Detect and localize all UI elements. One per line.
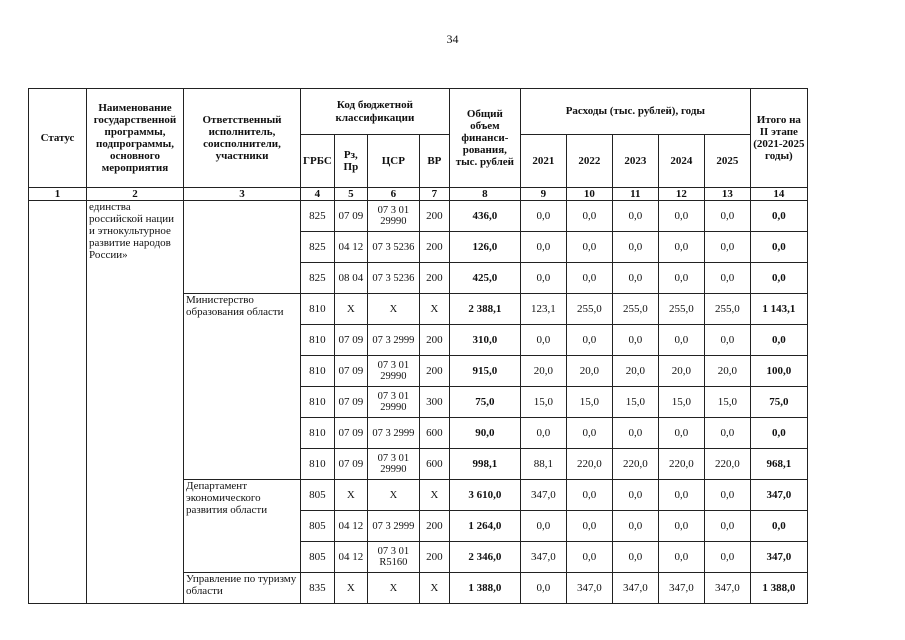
column-number: 4 bbox=[301, 188, 335, 201]
year-2021-cell: 15,0 bbox=[520, 387, 566, 418]
stage-total-cell: 1 388,0 bbox=[750, 573, 807, 604]
year-2023-cell: 0,0 bbox=[612, 232, 658, 263]
stage-total-cell: 0,0 bbox=[750, 232, 807, 263]
header-status: Статус bbox=[29, 89, 87, 188]
stage-total-cell: 75,0 bbox=[750, 387, 807, 418]
vr-cell: 200 bbox=[419, 232, 449, 263]
grbs-cell: 805 bbox=[301, 480, 335, 511]
header-executor: Ответственный исполнитель, соисполнители, участники bbox=[184, 89, 301, 188]
header-year-2024: 2024 bbox=[658, 135, 704, 188]
vr-cell: Х bbox=[419, 573, 449, 604]
total-volume-cell: 998,1 bbox=[449, 449, 520, 480]
program-name-cell: единства российской нации и этнокультурное развитие народов России» bbox=[87, 201, 184, 604]
year-2022-cell: 0,0 bbox=[566, 232, 612, 263]
year-2024-cell: 220,0 bbox=[658, 449, 704, 480]
vr-cell: 600 bbox=[419, 418, 449, 449]
vr-cell: 600 bbox=[419, 449, 449, 480]
budget-table bbox=[28, 88, 808, 604]
total-volume-cell: 1 264,0 bbox=[449, 511, 520, 542]
year-2025-cell: 0,0 bbox=[704, 511, 750, 542]
year-2021-cell: 0,0 bbox=[520, 418, 566, 449]
stage-total-cell: 968,1 bbox=[750, 449, 807, 480]
year-2022-cell: 0,0 bbox=[566, 511, 612, 542]
stage-total-cell: 1 143,1 bbox=[750, 294, 807, 325]
year-2024-cell: 0,0 bbox=[658, 511, 704, 542]
vr-cell: Х bbox=[419, 294, 449, 325]
year-2025-cell: 20,0 bbox=[704, 356, 750, 387]
stage-total-cell: 347,0 bbox=[750, 542, 807, 573]
year-2023-cell: 0,0 bbox=[612, 263, 658, 294]
year-2025-cell: 0,0 bbox=[704, 418, 750, 449]
grbs-cell: 810 bbox=[301, 449, 335, 480]
year-2024-cell: 0,0 bbox=[658, 480, 704, 511]
rz-pr-cell: 07 09 bbox=[334, 201, 367, 232]
csr-cell: 07 3 2999 bbox=[367, 418, 419, 449]
column-number: 14 bbox=[750, 188, 807, 201]
year-2025-cell: 15,0 bbox=[704, 387, 750, 418]
year-2021-cell: 347,0 bbox=[520, 480, 566, 511]
year-2022-cell: 255,0 bbox=[566, 294, 612, 325]
year-2024-cell: 20,0 bbox=[658, 356, 704, 387]
vr-cell: 200 bbox=[419, 511, 449, 542]
year-2024-cell: 0,0 bbox=[658, 201, 704, 232]
column-number: 1 bbox=[29, 188, 87, 201]
year-2023-cell: 0,0 bbox=[612, 542, 658, 573]
header-year-2025: 2025 bbox=[704, 135, 750, 188]
year-2023-cell: 0,0 bbox=[612, 418, 658, 449]
grbs-cell: 810 bbox=[301, 356, 335, 387]
year-2025-cell: 347,0 bbox=[704, 573, 750, 604]
csr-cell: Х bbox=[367, 480, 419, 511]
header-total-volume: Общий объем финанси-рования, тыс. рублей bbox=[449, 89, 520, 188]
csr-cell: 07 3 01 29990 bbox=[367, 449, 419, 480]
year-2024-cell: 347,0 bbox=[658, 573, 704, 604]
year-2023-cell: 347,0 bbox=[612, 573, 658, 604]
year-2021-cell: 0,0 bbox=[520, 263, 566, 294]
year-2025-cell: 0,0 bbox=[704, 232, 750, 263]
year-2022-cell: 0,0 bbox=[566, 480, 612, 511]
total-volume-cell: 310,0 bbox=[449, 325, 520, 356]
year-2022-cell: 0,0 bbox=[566, 325, 612, 356]
vr-cell: 200 bbox=[419, 325, 449, 356]
year-2023-cell: 15,0 bbox=[612, 387, 658, 418]
year-2023-cell: 220,0 bbox=[612, 449, 658, 480]
csr-cell: 07 3 5236 bbox=[367, 232, 419, 263]
year-2022-cell: 0,0 bbox=[566, 201, 612, 232]
year-2021-cell: 0,0 bbox=[520, 573, 566, 604]
header-stage-total: Итого на II этапе (2021-2025 годы) bbox=[750, 89, 807, 188]
header-rz-pr: Рз, Пр bbox=[334, 135, 367, 188]
column-number: 12 bbox=[658, 188, 704, 201]
year-2021-cell: 0,0 bbox=[520, 511, 566, 542]
csr-cell: 07 3 01 29990 bbox=[367, 356, 419, 387]
vr-cell: 200 bbox=[419, 201, 449, 232]
column-number: 8 bbox=[449, 188, 520, 201]
grbs-cell: 825 bbox=[301, 201, 335, 232]
stage-total-cell: 100,0 bbox=[750, 356, 807, 387]
year-2023-cell: 0,0 bbox=[612, 480, 658, 511]
rz-pr-cell: 07 09 bbox=[334, 449, 367, 480]
total-volume-cell: 90,0 bbox=[449, 418, 520, 449]
column-number: 2 bbox=[87, 188, 184, 201]
csr-cell: 07 3 5236 bbox=[367, 263, 419, 294]
column-number: 11 bbox=[612, 188, 658, 201]
year-2024-cell: 15,0 bbox=[658, 387, 704, 418]
vr-cell: 200 bbox=[419, 263, 449, 294]
header-year-2021: 2021 bbox=[520, 135, 566, 188]
column-number: 10 bbox=[566, 188, 612, 201]
grbs-cell: 805 bbox=[301, 542, 335, 573]
csr-cell: 07 3 01 29990 bbox=[367, 387, 419, 418]
total-volume-cell: 425,0 bbox=[449, 263, 520, 294]
column-number: 13 bbox=[704, 188, 750, 201]
status-cell bbox=[29, 201, 87, 604]
header-budget-code: Код бюджетной классификации bbox=[301, 89, 450, 135]
year-2025-cell: 0,0 bbox=[704, 201, 750, 232]
year-2021-cell: 123,1 bbox=[520, 294, 566, 325]
column-number: 3 bbox=[184, 188, 301, 201]
executor-cell: Департамент экономического развития области bbox=[184, 480, 301, 573]
stage-total-cell: 0,0 bbox=[750, 418, 807, 449]
grbs-cell: 810 bbox=[301, 325, 335, 356]
column-number: 7 bbox=[419, 188, 449, 201]
csr-cell: 07 3 2999 bbox=[367, 511, 419, 542]
year-2024-cell: 0,0 bbox=[658, 232, 704, 263]
grbs-cell: 805 bbox=[301, 511, 335, 542]
rz-pr-cell: Х bbox=[334, 573, 367, 604]
header-csr: ЦСР bbox=[367, 135, 419, 188]
csr-cell: Х bbox=[367, 573, 419, 604]
header-grbs: ГРБС bbox=[301, 135, 335, 188]
grbs-cell: 825 bbox=[301, 232, 335, 263]
table-row bbox=[29, 201, 808, 232]
csr-cell: 07 3 2999 bbox=[367, 325, 419, 356]
year-2023-cell: 20,0 bbox=[612, 356, 658, 387]
stage-total-cell: 0,0 bbox=[750, 201, 807, 232]
rz-pr-cell: 04 12 bbox=[334, 511, 367, 542]
column-number: 6 bbox=[367, 188, 419, 201]
column-number-row bbox=[29, 188, 808, 201]
executor-cell: Управление по туризму области bbox=[184, 573, 301, 604]
year-2022-cell: 20,0 bbox=[566, 356, 612, 387]
grbs-cell: 835 bbox=[301, 573, 335, 604]
page-number: 34 bbox=[446, 32, 459, 46]
vr-cell: 300 bbox=[419, 387, 449, 418]
rz-pr-cell: Х bbox=[334, 294, 367, 325]
total-volume-cell: 2 346,0 bbox=[449, 542, 520, 573]
total-volume-cell: 915,0 bbox=[449, 356, 520, 387]
year-2021-cell: 88,1 bbox=[520, 449, 566, 480]
header-program: Наименование государственной программы, подпрограммы, основного мероприятия bbox=[87, 89, 184, 188]
grbs-cell: 825 bbox=[301, 263, 335, 294]
rz-pr-cell: 08 04 bbox=[334, 263, 367, 294]
year-2024-cell: 0,0 bbox=[658, 263, 704, 294]
year-2024-cell: 255,0 bbox=[658, 294, 704, 325]
rz-pr-cell: 04 12 bbox=[334, 232, 367, 263]
year-2022-cell: 0,0 bbox=[566, 263, 612, 294]
year-2021-cell: 20,0 bbox=[520, 356, 566, 387]
header-year-2022: 2022 bbox=[566, 135, 612, 188]
year-2025-cell: 0,0 bbox=[704, 542, 750, 573]
year-2021-cell: 0,0 bbox=[520, 325, 566, 356]
year-2025-cell: 0,0 bbox=[704, 325, 750, 356]
vr-cell: 200 bbox=[419, 356, 449, 387]
year-2024-cell: 0,0 bbox=[658, 542, 704, 573]
total-volume-cell: 436,0 bbox=[449, 201, 520, 232]
year-2025-cell: 255,0 bbox=[704, 294, 750, 325]
executor-cell: Министерство образования области bbox=[184, 294, 301, 480]
rz-pr-cell: 07 09 bbox=[334, 356, 367, 387]
year-2022-cell: 347,0 bbox=[566, 573, 612, 604]
header-year-2023: 2023 bbox=[612, 135, 658, 188]
header-vr: ВР bbox=[419, 135, 449, 188]
rz-pr-cell: 07 09 bbox=[334, 418, 367, 449]
year-2024-cell: 0,0 bbox=[658, 325, 704, 356]
column-number: 9 bbox=[520, 188, 566, 201]
csr-cell: Х bbox=[367, 294, 419, 325]
stage-total-cell: 347,0 bbox=[750, 480, 807, 511]
stage-total-cell: 0,0 bbox=[750, 511, 807, 542]
year-2023-cell: 0,0 bbox=[612, 325, 658, 356]
year-2023-cell: 0,0 bbox=[612, 511, 658, 542]
rz-pr-cell: 07 09 bbox=[334, 387, 367, 418]
stage-total-cell: 0,0 bbox=[750, 325, 807, 356]
rz-pr-cell: 07 09 bbox=[334, 325, 367, 356]
rz-pr-cell: Х bbox=[334, 480, 367, 511]
stage-total-cell: 0,0 bbox=[750, 263, 807, 294]
total-volume-cell: 1 388,0 bbox=[449, 573, 520, 604]
year-2021-cell: 0,0 bbox=[520, 201, 566, 232]
total-volume-cell: 2 388,1 bbox=[449, 294, 520, 325]
grbs-cell: 810 bbox=[301, 418, 335, 449]
year-2021-cell: 0,0 bbox=[520, 232, 566, 263]
grbs-cell: 810 bbox=[301, 294, 335, 325]
header-expenses: Расходы (тыс. рублей), годы bbox=[520, 89, 750, 135]
year-2022-cell: 15,0 bbox=[566, 387, 612, 418]
vr-cell: 200 bbox=[419, 542, 449, 573]
year-2024-cell: 0,0 bbox=[658, 418, 704, 449]
vr-cell: Х bbox=[419, 480, 449, 511]
total-volume-cell: 3 610,0 bbox=[449, 480, 520, 511]
year-2025-cell: 0,0 bbox=[704, 263, 750, 294]
year-2022-cell: 0,0 bbox=[566, 542, 612, 573]
year-2023-cell: 255,0 bbox=[612, 294, 658, 325]
rz-pr-cell: 04 12 bbox=[334, 542, 367, 573]
total-volume-cell: 75,0 bbox=[449, 387, 520, 418]
executor-cell bbox=[184, 201, 301, 294]
year-2021-cell: 347,0 bbox=[520, 542, 566, 573]
year-2025-cell: 0,0 bbox=[704, 480, 750, 511]
column-number: 5 bbox=[334, 188, 367, 201]
year-2023-cell: 0,0 bbox=[612, 201, 658, 232]
total-volume-cell: 126,0 bbox=[449, 232, 520, 263]
year-2025-cell: 220,0 bbox=[704, 449, 750, 480]
csr-cell: 07 3 01 R5160 bbox=[367, 542, 419, 573]
grbs-cell: 810 bbox=[301, 387, 335, 418]
csr-cell: 07 3 01 29990 bbox=[367, 201, 419, 232]
year-2022-cell: 0,0 bbox=[566, 418, 612, 449]
year-2022-cell: 220,0 bbox=[566, 449, 612, 480]
